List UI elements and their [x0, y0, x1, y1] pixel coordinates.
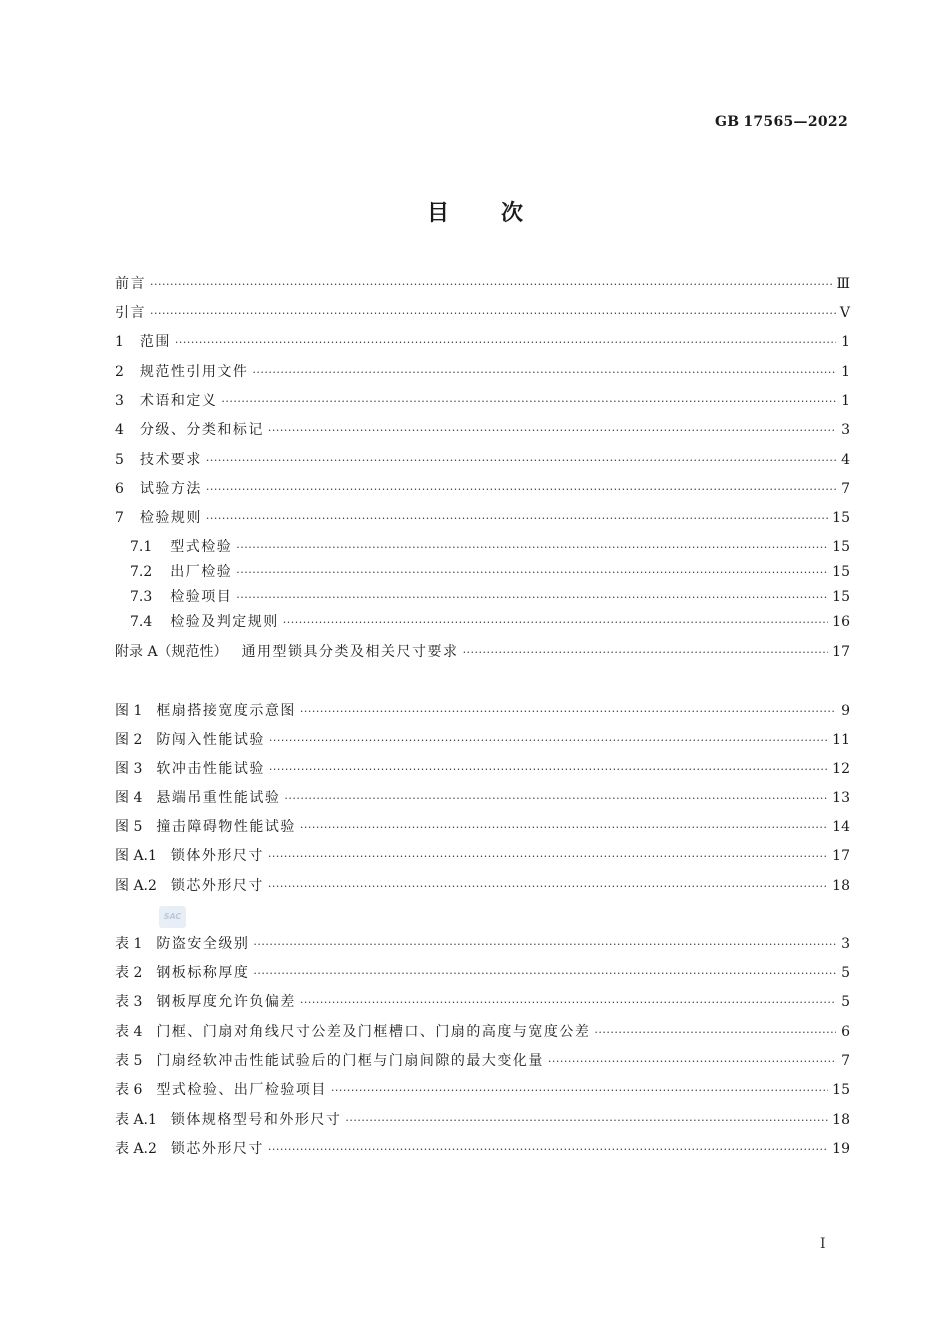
- table-entry-page: 5: [841, 965, 850, 981]
- figure-entry-number: 图 3: [115, 761, 143, 777]
- toc-entry-page: 16: [832, 614, 850, 630]
- toc-entry-page: 15: [832, 539, 850, 555]
- figure-entry-label: 锁体外形尺寸: [170, 848, 264, 864]
- toc-entry-page: 15: [832, 589, 850, 605]
- table-entry-label: 门框、门扇对角线尺寸公差及门框槽口、门扇的高度与宽度公差: [156, 1024, 591, 1040]
- figure-entry-page: 18: [832, 878, 850, 894]
- toc-entry-number: 2: [115, 364, 124, 380]
- figure-entry[interactable]: [115, 787, 850, 809]
- figure-entry-number: 图 A.2: [115, 878, 157, 894]
- toc-entry-page: Ⅴ: [839, 305, 850, 321]
- toc-entry-label: 前言: [115, 276, 146, 292]
- table-entry-page: 15: [832, 1082, 850, 1098]
- toc-entry[interactable]: [130, 611, 850, 633]
- toc-entry[interactable]: [115, 302, 850, 324]
- standard-prefix: GB: [714, 114, 740, 130]
- table-entry-page: 3: [841, 936, 850, 952]
- dot-leader: [206, 507, 828, 529]
- dot-leader: [283, 611, 828, 633]
- figure-entry-page: 11: [832, 732, 850, 748]
- page-title: 目次: [426, 200, 575, 226]
- figure-entry-page: 12: [832, 761, 850, 777]
- toc-entry-label: 检验及判定规则: [170, 614, 279, 630]
- toc-entry-number: 5: [115, 452, 124, 468]
- figure-entry[interactable]: [115, 845, 850, 867]
- figure-entry[interactable]: [115, 700, 850, 722]
- toc-entry[interactable]: [115, 273, 850, 295]
- toc-entry-number: 7: [115, 510, 124, 526]
- dot-leader: [548, 1050, 836, 1072]
- dot-leader: [269, 729, 828, 751]
- toc-entry-number: 1: [115, 334, 124, 350]
- toc-entry-page: 15: [832, 510, 850, 526]
- toc-entry-number: 4: [115, 422, 124, 438]
- sac-watermark-logo: SAC: [159, 906, 186, 928]
- table-entry[interactable]: [115, 933, 850, 955]
- dot-leader: [236, 536, 828, 558]
- table-entry-number: 表 5: [115, 1053, 143, 1069]
- dot-leader: [268, 875, 828, 897]
- toc-entry-number: 7.4: [130, 614, 153, 630]
- toc-entry-label: 引言: [115, 305, 146, 321]
- table-entry-page: 18: [832, 1112, 850, 1128]
- table-entry-number: 表 3: [115, 994, 143, 1010]
- table-entry-label: 锁芯外形尺寸: [170, 1141, 264, 1157]
- dot-leader: [175, 331, 836, 353]
- figure-entry[interactable]: [115, 816, 850, 838]
- toc-entry[interactable]: [115, 641, 850, 663]
- figure-entry-label: 锁芯外形尺寸: [170, 878, 264, 894]
- figure-entry-label: 悬端吊重性能试验: [156, 790, 281, 806]
- toc-entry-label: 检验规则: [139, 510, 202, 526]
- toc-entry-number: 3: [115, 393, 124, 409]
- table-entry-number: 表 1: [115, 936, 143, 952]
- dot-leader: [463, 641, 829, 663]
- figure-entry-label: 软冲击性能试验: [156, 761, 265, 777]
- table-entry-number: 表 A.2: [115, 1141, 157, 1157]
- table-entry-label: 门扇经软冲击性能试验后的门框与门扇间隙的最大变化量: [156, 1053, 544, 1069]
- toc-entry-page: 1: [841, 393, 850, 409]
- dot-leader: [253, 962, 836, 984]
- toc-entry-number: 7.2: [130, 564, 153, 580]
- toc-entry-number: 7.1: [130, 539, 153, 555]
- dot-leader: [300, 700, 836, 722]
- standard-number: [715, 114, 848, 130]
- toc-entry[interactable]: [115, 419, 850, 441]
- figure-entry[interactable]: [115, 729, 850, 751]
- table-entry[interactable]: [115, 991, 850, 1013]
- table-entry[interactable]: [115, 1050, 850, 1072]
- dot-leader: [594, 1021, 836, 1043]
- table-entry[interactable]: [115, 1138, 850, 1160]
- dot-leader: [150, 273, 832, 295]
- toc-entry-page: 1: [841, 334, 850, 350]
- dot-leader: [345, 1109, 828, 1131]
- table-entry[interactable]: [115, 1021, 850, 1043]
- toc-entry-page: 15: [832, 564, 850, 580]
- dot-leader: [284, 787, 828, 809]
- toc-entry-label: 规范性引用文件: [139, 364, 249, 380]
- dot-leader: [221, 390, 836, 412]
- figure-entry-number: 图 A.1: [115, 848, 157, 864]
- dot-leader: [206, 478, 836, 500]
- toc-entry-label: 试验方法: [139, 481, 202, 497]
- dot-leader: [236, 561, 828, 583]
- figure-entry-label: 防闯入性能试验: [156, 732, 265, 748]
- dot-leader: [253, 933, 836, 955]
- figure-entry-number: 图 4: [115, 790, 143, 806]
- toc-entry-label: 检验项目: [170, 589, 233, 605]
- toc-entry-page: 4: [841, 452, 850, 468]
- toc-entry[interactable]: [115, 507, 850, 529]
- figure-entry-page: 13: [832, 790, 850, 806]
- table-entry-label: 防盗安全级别: [156, 936, 250, 952]
- dot-leader: [206, 449, 836, 471]
- toc-entry-label: 出厂检验: [170, 564, 233, 580]
- table-entry-number: 表 6: [115, 1082, 143, 1098]
- toc-entry-page: 1: [841, 364, 850, 380]
- toc-entry-label: 范围: [139, 334, 171, 350]
- table-entry-page: 7: [841, 1053, 850, 1069]
- dot-leader: [300, 816, 828, 838]
- table-entry[interactable]: [115, 1079, 850, 1101]
- toc-entry[interactable]: [130, 561, 850, 583]
- toc-entry-page: Ⅲ: [836, 276, 850, 292]
- toc-entry[interactable]: [115, 361, 850, 383]
- figure-entry-page: 9: [841, 703, 850, 719]
- table-entry[interactable]: [115, 1109, 850, 1131]
- figure-entry-label: 撞击障碍物性能试验: [156, 819, 296, 835]
- figure-entry-number: 图 1: [115, 703, 143, 719]
- toc-entry-page: 17: [832, 644, 850, 660]
- table-entry-label: 锁体规格型号和外形尺寸: [170, 1112, 342, 1128]
- table-entry-page: 19: [832, 1141, 850, 1157]
- dot-leader: [268, 1138, 828, 1160]
- toc-entry-label: 分级、分类和标记: [139, 422, 264, 438]
- figure-entry-label: 框扇搭接宽度示意图: [156, 703, 296, 719]
- toc-entry-page: 3: [841, 422, 850, 438]
- table-entry-number: 表 4: [115, 1024, 143, 1040]
- toc-entry[interactable]: [130, 536, 850, 558]
- toc-entry[interactable]: [115, 390, 850, 412]
- figure-entry-number: 图 2: [115, 732, 143, 748]
- toc-entry-page: 7: [841, 481, 850, 497]
- toc-entry-label: 型式检验: [170, 539, 233, 555]
- toc-entry[interactable]: [115, 449, 850, 471]
- toc-entry-label: 术语和定义: [139, 393, 218, 409]
- table-entry-number: 表 2: [115, 965, 143, 981]
- table-entry-page: 6: [841, 1024, 850, 1040]
- standard-code: 17565—2022: [743, 114, 848, 130]
- figure-entry-number: 图 5: [115, 819, 143, 835]
- toc-entry-number: 6: [115, 481, 124, 497]
- dot-leader: [268, 845, 828, 867]
- table-entry-label: 钢板标称厚度: [156, 965, 250, 981]
- table-entry[interactable]: [115, 962, 850, 984]
- figure-entry[interactable]: [115, 758, 850, 780]
- toc-entry-number: 7.3: [130, 589, 153, 605]
- dot-leader: [300, 991, 836, 1013]
- figure-entry-page: 14: [832, 819, 850, 835]
- toc-entry[interactable]: [115, 331, 850, 353]
- table-entry-page: 5: [841, 994, 850, 1010]
- dot-leader: [269, 758, 828, 780]
- figure-entry[interactable]: [115, 875, 850, 897]
- dot-leader: [268, 419, 836, 441]
- table-entry-label: 钢板厚度允许负偏差: [156, 994, 296, 1010]
- dot-leader: [252, 361, 836, 383]
- dot-leader: [236, 586, 828, 608]
- toc-entry-label: 通用型锁具分类及相关尺寸要求: [241, 644, 459, 660]
- toc-entry-number: 附录 A（规范性）: [115, 644, 228, 660]
- dot-leader: [331, 1079, 828, 1101]
- table-entry-number: 表 A.1: [115, 1112, 157, 1128]
- page-number: I: [820, 1236, 826, 1252]
- figure-entry-page: 17: [832, 848, 850, 864]
- toc-entry[interactable]: [115, 478, 850, 500]
- toc-entry-label: 技术要求: [139, 452, 202, 468]
- table-entry-label: 型式检验、出厂检验项目: [156, 1082, 327, 1098]
- dot-leader: [150, 302, 836, 324]
- toc-entry[interactable]: [130, 586, 850, 608]
